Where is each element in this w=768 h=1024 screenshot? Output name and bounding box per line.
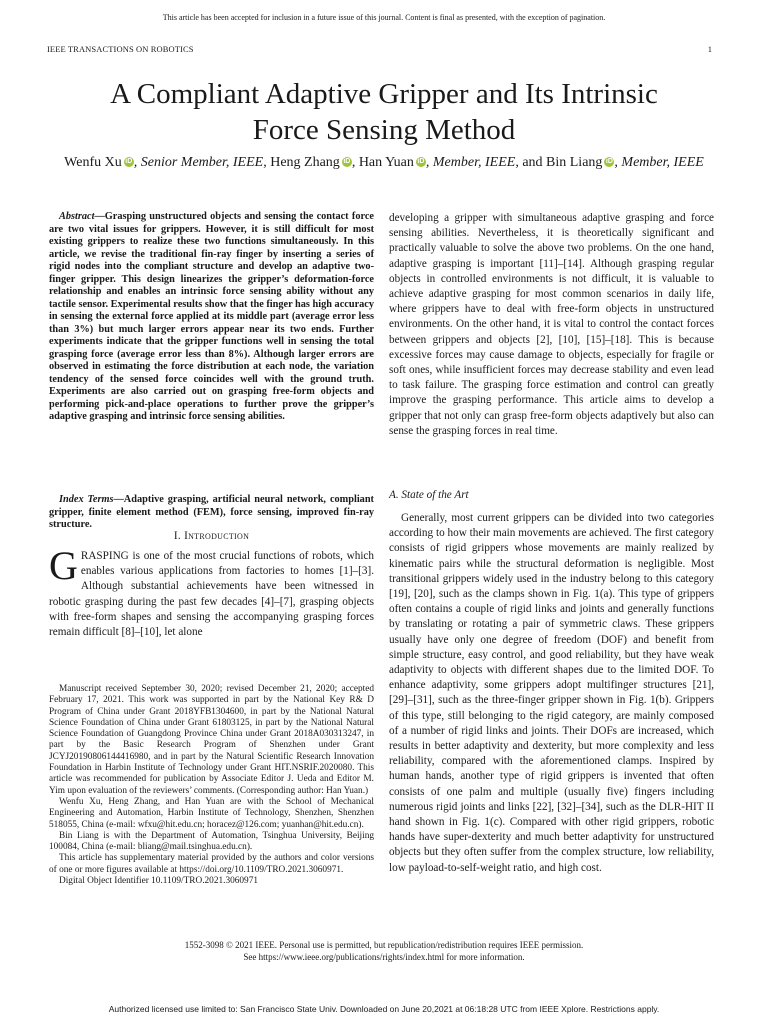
orcid-icon[interactable]: iD <box>605 158 613 165</box>
abstract-label: Abstract <box>59 211 95 222</box>
author-role: , Senior Member, IEEE <box>133 155 264 170</box>
footnote-affiliation: Bin Liang is with the Department of Automation, Tsinghua University, Beijing 100084, China (e-mail: bliang@mail.tsinghua.edu.cn). <box>49 830 374 853</box>
journal-name: IEEE TRANSACTIONS ON ROBOTICS <box>47 44 194 54</box>
author-role: , Member, IEEE <box>425 155 516 170</box>
authorized-use-notice: Authorized licensed use limited to: San Francisco State Univ. Downloaded on June 20,2021 at 06:18:28 UTC from IEEE Xplore. Restrictions apply. <box>108 1004 660 1014</box>
footnote-manuscript: Manuscript received September 30, 2020; revised December 21, 2020; accepted February 17, 2021. This work was supported in part by the National Key R& D Program of China under Grant 2018YFB1304600, in part by the National Natural Science Foundation of China under Grant 61803125, in part by the National Natural Science Foundation of Guangdong Province China under Grant 2018A030313247, in part by the Basic Research Program of Shenzhen under Grant JCYJ20190806144416980, and in part by the Natural Scientific Research Innovation Foundation in Harbin Institute of Technology under Grant HIT.NSRIF.2020080. This article was recommended for publication by Associate Editor J. Ueda and Editor M. Yim upon evaluation of the reviewers’ comments. (Corresponding author: Han Yuan.) <box>49 684 374 796</box>
author-role: , Member, IEEE <box>614 155 704 170</box>
intro-continuation: developing a gripper with simultaneous adaptive grasping and force sensing abilities. Nevertheless, it is theoretically significant and practically valuable to solve the above two problems. On the one hand, adaptive grasping is important [11]–[14]. Although grasping regular objects in controlled environments is not difficult, it is valuable to achieve adaptive grasping for most common scenarios in daily life, where grippers have to deal with free-form objects in unstructured environments. On the other hand, it is vital to control the contact forces between grippers and objects [2], [10], [15]–[18]. This is because excessive forces may cause damage to objects, especially for fragile or soft ones, while insufficient forces may decrease stability and even lead to task failure. The grasping force estimation and control can greatly improve the grasping performance. This article aims to develop a gripper that not only can grasp free-form objects adaptively but also can sense the grasping forces in real time. <box>389 212 714 437</box>
orcid-icon[interactable]: iD <box>125 158 133 165</box>
page-number: 1 <box>707 44 712 54</box>
title-line-1: A Compliant Adaptive Gripper and Its Intrinsic <box>110 78 658 110</box>
section-number: I. <box>173 530 185 542</box>
author-list <box>0 154 768 172</box>
footnote-doi: Digital Object Identifier 10.1109/TRO.2021.3060971 <box>59 876 258 887</box>
orcid-icon[interactable]: iD <box>417 158 425 165</box>
drop-cap: G <box>49 543 78 588</box>
copyright-notice <box>0 940 768 963</box>
section-heading <box>49 530 374 542</box>
title-line-2: Force Sensing Method <box>252 114 516 146</box>
rights-link[interactable]: See https://www.ieee.org/publications/rights/index.html for more information. <box>243 951 525 962</box>
footnote-supplementary: This article has supplementary material provided by the authors and color versions of one or more figures available at https://doi.org/10.1109/TRO.2021.3060971. <box>49 853 374 875</box>
copyright-line: 1552-3098 © 2021 IEEE. Personal use is permitted, but republication/redistribution requires IEEE permission. <box>184 940 584 950</box>
index-terms <box>49 494 374 532</box>
section-title: Introduction <box>184 530 250 542</box>
author-name: , and Bin Liang <box>515 155 603 170</box>
author-name: Wenfu Xu <box>64 155 122 170</box>
footnote-affiliation: Wenfu Xu, Heng Zhang, and Han Yuan are with the School of Mechanical Engineering and Automation, Harbin Institute of Technology, Shenzhen, Shenzhen 518055, China (e-mail: wfxu@hit.edu.cn; horacez@126.com; yuanhan@hit.edu.cn). <box>49 796 374 830</box>
author-name: , Heng Zhang <box>263 155 340 170</box>
orcid-icon[interactable]: iD <box>343 158 351 165</box>
intro-paragraph <box>49 543 374 640</box>
acceptance-notice: This article has been accepted for inclusion in a future issue of this journal. Content is final as presented, with the exception of pagination. <box>162 13 606 22</box>
author-name: , Han Yuan <box>351 155 414 170</box>
state-of-art-paragraph: Generally, most current grippers can be divided into two categories according to how their main movements are achieved. The first category consists of rigid grippers whose movements are mainly realized by kinematic pairs while the structural deformation is negligible. Most transitional grippers widely used in the industry belong to this category [19], [20], such as the clamps shown in Fig. 1(a). This type of grippers often contains a couple of rigid links and joints and generally functions by translating or rotating a pair of symmetric claws. These grippers usually have only one degree of freedom (DOF) and benefit from simple structure, easy control, and good reliability, but they have weak adaptivity to objects with different shapes due to the limited DOF. To enhance adaptivity, some grippers adopt multifinger structures [21], [29]–[31], such as the three-finger gripper shown in Fig. 1(b). Grippers of this type, still belonging to the rigid category, are mainly composed of a number of rigid links and joints. Their DOFs are increased, which results in better adaptivity and dexterity, but more complexity and less reliability, compared with the aforementioned clamps. Inspired by human hands, another type of rigid grippers is invented that often consists of one palm and multiple (usually five) fingers including numerous rigid joints and links [22], [32]–[34], such as the DLR-HIT II hand shown in Fig. 1(c). Compared with other rigid grippers, robotic hands have super-dexterity and much better adaptivity for unstructured objects but they often suffer from the complex structure, low reliability, low payload-to-self-weight ratio, and high cost. <box>389 512 714 874</box>
abstract-text: —Grasping unstructured objects and sensing the contact force are two vital issues for grippers. However, it is still difficult for most existing grippers to realize these two functions simultaneously. In this article, we revise the traditional fin-ray finger by inserting a series of rigid nodes into the compliant structure and develop an adaptive two-finger gripper. This design linearizes the gripper’s deformation-force relationship and enables an intrinsic force sensing ability without any tactile sensor. Experimental results show that the finger has high accuracy in sensing the external force applied at its middle part (average error less than 3%) but much larger errors appear near its two ends. Further experiments indicate that the gripper functions well in sensing the total grasping force (average error less than 8%). Although larger errors are observed in estimating the force distribution at each node, the variation tendency of the sensed force coincides well with the ground truth. Experiments are also carried out on grasping free-form objects and performing pick-and-place operations to further prove the gripper’s adaptive grasping and intrinsic force sensing abilities. <box>49 211 375 422</box>
paper-title <box>0 76 768 148</box>
abstract <box>49 211 374 424</box>
index-terms-text: —Adaptive grasping, artificial neural network, compliant gripper, finite element method (FEM), force sensing, improved fin-ray structure. <box>49 494 374 530</box>
index-terms-label: Index Terms <box>59 494 114 505</box>
intro-text: RASPING is one of the most crucial functions of robots, which enables various applications from factories to homes [1]–[3]. Although substantial achievements have been witnessed in robotic grasping during the past few decades [4]–[7], grasping objects with free-form shapes and sensing the accompanying grasping forces remain difficult [8]–[10], let alone <box>49 550 374 639</box>
footnotes <box>49 684 374 887</box>
subsection-heading: A. State of the Art <box>389 489 469 501</box>
